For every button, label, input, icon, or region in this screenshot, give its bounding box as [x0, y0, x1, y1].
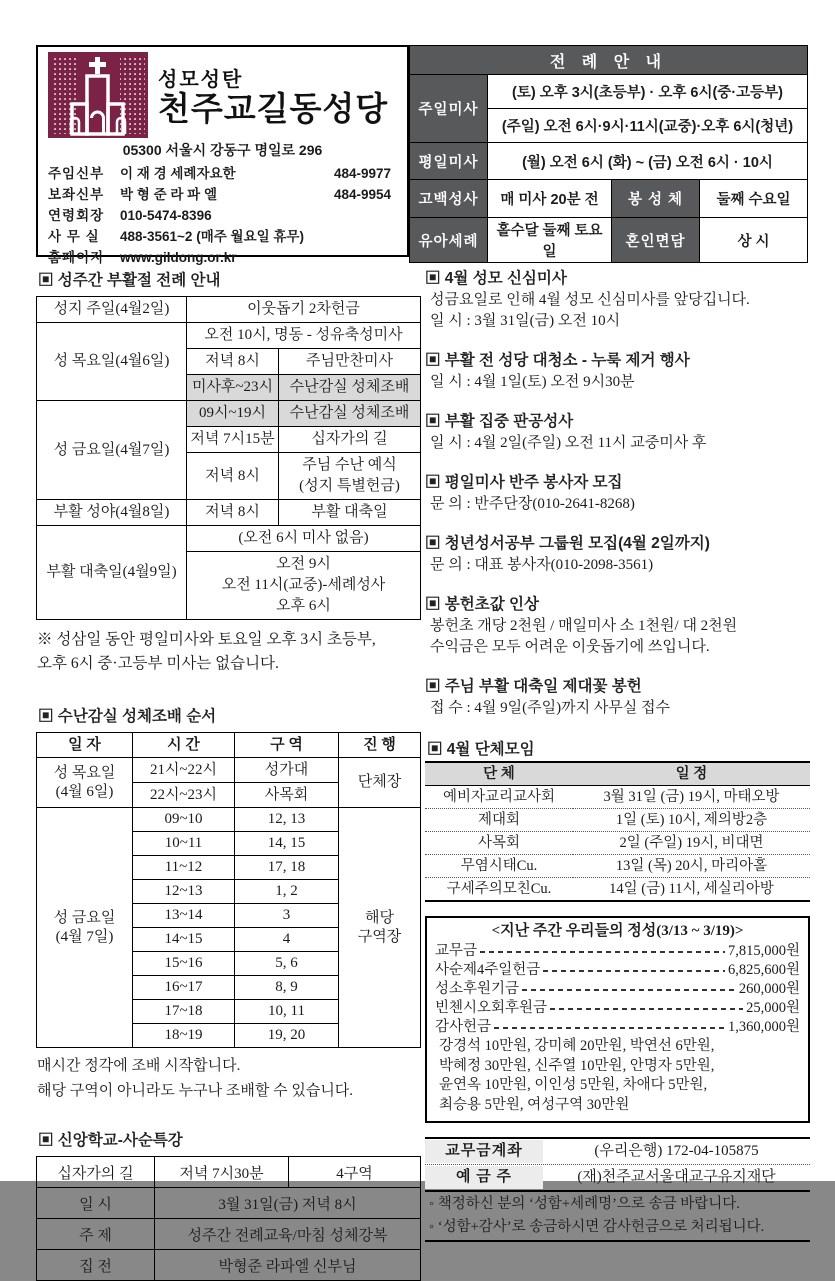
- contact-label: 주임신부: [48, 166, 105, 181]
- meeting-group: 사목회: [425, 832, 573, 855]
- lecture-title: ▣ 신앙학교-사순특강: [38, 1132, 183, 1149]
- offerings-title: <지난 주간 우리들의 정성(3/13 ~ 3/19)>: [491, 923, 744, 939]
- account-holder: (재)천주교서울대교구유지재단: [577, 1169, 776, 1185]
- thanks-line: 윤연옥 10만원, 이인성 5만원, 차애다 5만원,: [439, 1077, 708, 1093]
- account-label: 교무금계좌: [425, 1140, 543, 1163]
- table-cell: 22시~23시: [133, 783, 235, 808]
- account-label: 예 금 주: [425, 1166, 543, 1189]
- table-cell: 13~14: [133, 904, 235, 928]
- table-cell: 17, 18: [235, 856, 339, 880]
- adoration-title: ▣ 수난감실 성체조배 순서: [38, 708, 217, 725]
- table-cell: 십자가의 길: [37, 1157, 155, 1188]
- column-header: 일 자: [37, 733, 133, 758]
- left-column: [36, 268, 421, 1281]
- cell-line: 성 금요일: [53, 909, 116, 926]
- announcement-title: ▣ 부활 전 성당 대청소 - 누룩 제거 행사: [425, 352, 690, 369]
- column-header: 구 역: [235, 733, 339, 758]
- cell-line: (성지 특별헌금): [299, 478, 400, 494]
- baptism-value: 홀수달 둘째 토요일: [488, 218, 612, 263]
- church-info-box: [36, 45, 409, 265]
- table-cell: 4구역: [289, 1157, 421, 1188]
- announcement-line: 성금요일로 인해 4월 성모 신심미사를 앞당깁니다.: [430, 292, 750, 308]
- table-cell: 저녁 7시15분: [187, 427, 279, 453]
- announcement-line: 봉헌초 개당 2천원 / 매일미사 소 1천원/ 대 2천원: [430, 618, 738, 634]
- offering-amount: 7,815,000원: [727, 943, 800, 959]
- meeting-group: 예비자교리교사회: [425, 786, 573, 809]
- contact-value: 박 형 준 라 파 엘: [120, 187, 217, 202]
- announcement-line: 문 의 : 반주단장(010-2641-8268): [430, 496, 635, 512]
- confession-value: 매 미사 20분 전: [488, 180, 612, 218]
- offering-label: 성소후원기금: [435, 981, 520, 997]
- table-cell: [37, 758, 133, 808]
- table-cell: 성 금요일(4월7일): [37, 401, 187, 500]
- table-cell: 18~19: [133, 1024, 235, 1048]
- table-cell: 부활 대축일: [279, 500, 421, 526]
- table-cell: 17~18: [133, 1000, 235, 1024]
- meeting-group: 제대회: [425, 809, 573, 832]
- meeting-schedule: 3월 31일 (금) 19시, 마태오방: [573, 786, 810, 809]
- table-cell: 15~16: [133, 952, 235, 976]
- note-line: 매시간 정각에 조배 시작합니다.: [37, 1058, 241, 1074]
- table-cell: 성지 주일(4월2일): [37, 297, 187, 323]
- table-cell: 5, 6: [235, 952, 339, 976]
- table-cell: 10, 11: [235, 1000, 339, 1024]
- contact-homepage: [48, 247, 397, 268]
- table-cell: 수난감실 성체조배: [279, 375, 421, 401]
- announcement-line: 일 시 : 4월 2일(주일) 오전 11시 교중미사 후: [430, 435, 707, 451]
- table-cell: 09시~19시: [187, 401, 279, 427]
- meetings-table: [425, 761, 810, 902]
- liturgy-schedule: [409, 45, 808, 260]
- liturgy-table: [409, 45, 808, 263]
- table-cell: 일 시: [37, 1188, 155, 1219]
- table-cell: 오전 10시, 명동 - 성유축성미사: [187, 323, 421, 349]
- table-cell: 10~11: [133, 832, 235, 856]
- contact-pastor: [48, 163, 397, 184]
- account-info: [425, 1137, 810, 1242]
- thanks-list: [435, 1037, 800, 1115]
- table-cell: 14~15: [133, 928, 235, 952]
- marriage-value: 상 시: [700, 218, 808, 263]
- contact-label: 연령회장: [48, 208, 105, 223]
- table-cell: 십자가의 길: [279, 427, 421, 453]
- cell-line: 성 목요일: [53, 764, 116, 781]
- table-cell: 주님만찬미사: [279, 349, 421, 375]
- offering-amount: 25,000원: [746, 1000, 800, 1016]
- offering-label: 사순제4주일헌금: [435, 962, 541, 978]
- meeting-schedule: 14일 (금) 11시, 세실리아방: [609, 881, 774, 897]
- baptism-label: 유아세례: [410, 218, 488, 263]
- offering-item: [435, 961, 800, 980]
- offering-item: [435, 980, 800, 999]
- thanks-line: 강경석 10만원, 강미혜 20만원, 박연선 6만원,: [439, 1038, 715, 1054]
- offering-item: [435, 999, 800, 1018]
- contact-assistant: [48, 184, 397, 205]
- table-cell: 11~12: [133, 856, 235, 880]
- table-cell: 미사후~23시: [187, 375, 279, 401]
- church-logo-row: [48, 52, 397, 138]
- table-cell: (오전 6시 미사 없음): [187, 526, 421, 552]
- table-cell: 저녁 8시: [187, 349, 279, 375]
- table-cell: 저녁 8시: [187, 500, 279, 526]
- holy-week-table: [36, 296, 421, 620]
- right-column: [425, 268, 810, 1242]
- announcement: [425, 594, 810, 658]
- offering-item: [435, 1018, 800, 1037]
- meeting-schedule: 1일 (토) 10시, 제의방2층: [573, 809, 810, 832]
- offering-amount: 260,000원: [738, 981, 800, 997]
- table-cell: 집 전: [37, 1250, 155, 1281]
- announcement: [425, 350, 810, 393]
- confession-label: 고백성사: [410, 180, 488, 218]
- offering-amount: 6,825,600원: [727, 962, 800, 978]
- sunday-mass-saturday: (토) 오후 3시(초등부) · 오후 6시(중·고등부): [488, 75, 808, 109]
- column-header: 시 간: [133, 733, 235, 758]
- table-cell: 이웃돕기 2차헌금: [187, 297, 421, 323]
- marriage-label: 혼인면담: [612, 218, 700, 263]
- church-logo-icon: [48, 52, 148, 138]
- table-cell: 성가대: [235, 758, 339, 783]
- sunday-mass-sunday: (주일) 오전 6시·9시·11시(교중)·오후 6시(청년): [488, 109, 808, 143]
- table-cell: 19, 20: [235, 1024, 339, 1048]
- note-line: 오후 6시 중·고등부 미사는 없습니다.: [37, 655, 279, 672]
- announcement-title: ▣ 봉헌초값 인상: [425, 596, 539, 613]
- homepage-url: www.gildong.or.kr: [120, 250, 237, 265]
- table-cell: 부활 성야(4월8일): [37, 500, 187, 526]
- announcement: [425, 472, 810, 515]
- church-subtitle: 성모성탄: [158, 69, 244, 92]
- weekday-mass-value: (월) 오전 6시 (화) ~ (금) 오전 6시 · 10시: [488, 143, 808, 180]
- table-cell: 사목회: [235, 783, 339, 808]
- announcement-title: ▣ 청년성서공부 그룹원 모집(4월 2일까지): [425, 535, 710, 552]
- table-cell: 주 제: [37, 1219, 155, 1250]
- cell-line: 오전 9시: [276, 556, 331, 572]
- announcement-line: 문 의 : 대표 봉사자(010-2098-3561): [430, 557, 654, 573]
- table-cell: [339, 808, 421, 1048]
- announcement: [425, 411, 810, 454]
- table-cell: 1, 2: [235, 880, 339, 904]
- adoration-table: [36, 732, 421, 1048]
- announcement: [425, 533, 810, 576]
- contact-value: 488-3561~2 (매주 월요일 휴무): [120, 229, 304, 244]
- lecture-table: [36, 1156, 421, 1281]
- table-cell: 8, 9: [235, 976, 339, 1000]
- note-line: 해당 구역이 아니라도 누구나 조배할 수 있습니다.: [37, 1083, 354, 1099]
- contact-phone: 484-9977: [333, 166, 391, 181]
- church-name-block: [158, 63, 388, 127]
- table-cell: 12, 13: [235, 808, 339, 832]
- account-note: ◦ 책정하신 분의 ‘성함+세례명’으로 송금 바랍니다.: [429, 1196, 740, 1212]
- church-name: 천주교길동성당: [158, 90, 389, 128]
- table-cell: 부활 대축일(4월9일): [37, 526, 187, 620]
- adoration-notes: [37, 1054, 421, 1104]
- note-line: ※ 성삼일 동안 평일미사와 토요일 오후 3시 초등부,: [37, 631, 376, 648]
- table-cell: 저녁 8시: [187, 453, 279, 500]
- announcement-title: ▣ 주님 부활 대축일 제대꽃 봉헌: [425, 678, 642, 695]
- column-header: 진 행: [339, 733, 421, 758]
- announcement-line: 접 수 : 4월 9일(주일)까지 사무실 접수: [430, 700, 671, 716]
- table-cell: [187, 552, 421, 620]
- table-cell: 박형준 라파엘 신부님: [155, 1250, 421, 1281]
- account-number: (우리은행) 172-04-105875: [594, 1143, 759, 1159]
- cell-line: 오전 11시(교중)-세례성사: [221, 577, 386, 593]
- announcement-title: ▣ 4월 성모 신심미사: [425, 270, 567, 287]
- table-cell: 성주간 전례교육/마침 성체강복: [155, 1219, 421, 1250]
- meeting-schedule: 2일 (주일) 19시, 비대면: [573, 832, 810, 855]
- liturgy-title: 전 례 안 내: [410, 46, 808, 75]
- church-address: 05300 서울시 강동구 명일로 296: [122, 142, 323, 158]
- table-cell: [279, 453, 421, 500]
- table-cell: 단체장: [339, 758, 421, 808]
- offering-item: [435, 942, 800, 961]
- table-cell: 저녁 7시30분: [155, 1157, 289, 1188]
- announcement: [425, 676, 810, 719]
- contact-value: 이 재 경 세례자요한: [120, 166, 236, 181]
- table-cell: 수난감실 성체조배: [279, 401, 421, 427]
- triduum-note: [37, 628, 421, 676]
- weekday-mass-label: 평일미사: [410, 143, 488, 180]
- cell-line: 구역장: [357, 928, 402, 945]
- announcement-line: 수익금은 모두 어려운 이웃돕기에 쓰입니다.: [430, 639, 710, 655]
- meeting-schedule: 13일 (목) 20시, 마리아홀: [573, 855, 810, 878]
- account-note: ◦ ‘성함+감사’로 송금하시면 감사헌금으로 처리됩니다.: [429, 1219, 765, 1235]
- account-row: [425, 1165, 810, 1192]
- holy-week-title: ▣ 성주간 부활절 전례 안내: [38, 272, 221, 289]
- table-cell: 4: [235, 928, 339, 952]
- announcement-line: 일 시 : 4월 1일(토) 오전 9시30분: [430, 374, 635, 390]
- meetings-title: ▣ 4월 단체모임: [427, 741, 535, 758]
- table-cell: 12~13: [133, 880, 235, 904]
- table-cell: [37, 808, 133, 1048]
- announcement-title: ▣ 부활 집중 판공성사: [425, 413, 574, 430]
- announcement-line: 일 시 : 3월 31일(금) 오전 10시: [430, 313, 621, 329]
- thanks-line: 최승용 5만원, 여성구역 30만원: [439, 1096, 630, 1113]
- dash-leader: [550, 1008, 743, 1010]
- table-cell: 21시~22시: [133, 758, 235, 783]
- contact-chairman: [48, 205, 397, 226]
- contact-phone: 484-9954: [333, 187, 391, 202]
- dash-leader: [494, 1027, 725, 1029]
- dash-leader: [522, 989, 736, 991]
- contact-label: 홈페이지: [48, 250, 105, 265]
- announcement: [425, 268, 810, 332]
- offering-label: 빈첸시오회후원금: [435, 1000, 548, 1016]
- announcement-title: ▣ 평일미사 반주 봉사자 모집: [425, 474, 623, 491]
- table-cell: 14, 15: [235, 832, 339, 856]
- contact-value: 010-5474-8396: [120, 208, 212, 223]
- table-cell: 09~10: [133, 808, 235, 832]
- cell-line: 해당: [365, 909, 394, 926]
- account-row: [425, 1139, 810, 1165]
- table-cell: 성 목요일(4월6일): [37, 323, 187, 401]
- offerings-box: [425, 916, 810, 1123]
- contact-label: 사 무 실: [48, 229, 100, 244]
- table-cell: 3: [235, 904, 339, 928]
- column-header: 단 체: [425, 762, 573, 786]
- meeting-group: 구세주의모친Cu.: [446, 881, 552, 897]
- table-cell: 3월 31일(금) 저녁 8시: [155, 1188, 421, 1219]
- offering-label: 교무금: [435, 943, 478, 959]
- offering-label: 감사헌금: [435, 1019, 492, 1035]
- dash-leader: [480, 951, 725, 953]
- communion-label: 봉 성 체: [612, 180, 700, 218]
- contact-office: [48, 226, 397, 247]
- cell-line: 오후 6시: [276, 598, 331, 614]
- communion-value: 둘째 수요일: [700, 180, 808, 218]
- dash-leader: [543, 970, 725, 972]
- offering-amount: 1,360,000원: [727, 1019, 800, 1035]
- cell-line: 주님 수난 예식: [302, 457, 397, 473]
- thanks-line: 박혜정 30만원, 신주열 10만원, 안명자 5만원,: [439, 1057, 715, 1074]
- meeting-group: 무염시태Cu.: [425, 855, 573, 878]
- sunday-mass-label: 주일미사: [410, 75, 488, 143]
- column-header: 일 정: [573, 762, 810, 786]
- contact-label: 보좌신부: [48, 187, 105, 202]
- cell-line: (4월 6일): [55, 783, 114, 800]
- cell-line: (4월 7일): [55, 928, 114, 945]
- table-cell: 16~17: [133, 976, 235, 1000]
